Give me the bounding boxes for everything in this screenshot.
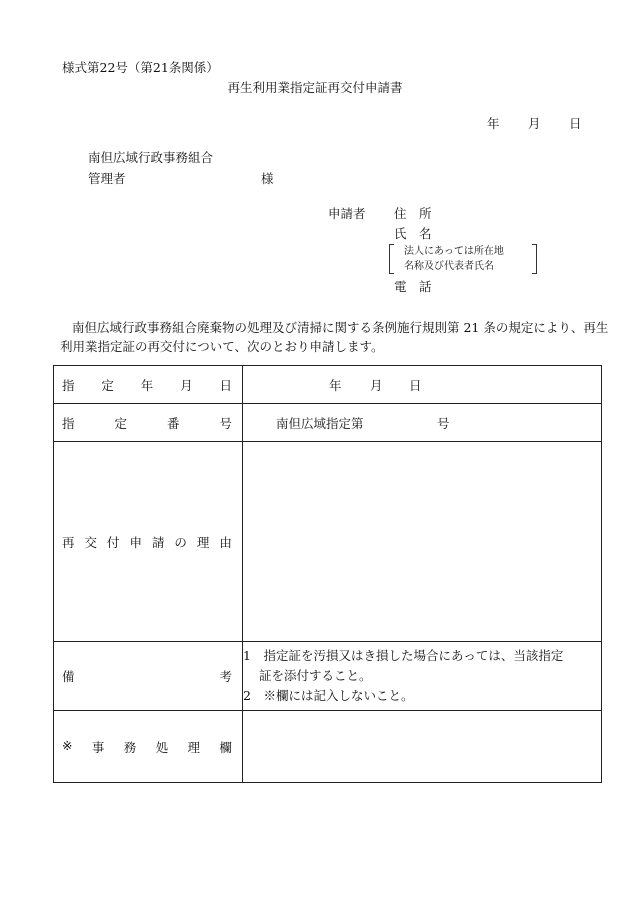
table-row-office-use bbox=[54, 711, 602, 783]
label-char: 請 bbox=[151, 534, 165, 550]
label-char: 定 bbox=[101, 377, 114, 393]
reissue-reason-label bbox=[54, 442, 243, 642]
label-char: 事 bbox=[91, 739, 105, 755]
date-month-label: 月 bbox=[528, 116, 541, 131]
document-title: 再生利用業指定証再交付申請書 bbox=[227, 80, 403, 95]
label-char: 番 bbox=[166, 415, 180, 431]
label-char: 考 bbox=[219, 669, 232, 684]
applicant-label: 申請者 bbox=[328, 206, 366, 221]
phone-label: 電 話 bbox=[394, 279, 432, 294]
table-row-remarks bbox=[54, 642, 602, 711]
designation-date-field[interactable] bbox=[243, 366, 602, 404]
address-label: 住 所 bbox=[394, 206, 432, 221]
remark-1-line-2: 証を添付すること。 bbox=[259, 668, 372, 683]
reissue-reason-field[interactable] bbox=[243, 442, 602, 642]
label-char: 処 bbox=[155, 739, 169, 755]
addressee-manager: 管理者 bbox=[88, 171, 126, 186]
designation-day-label: 日 bbox=[409, 377, 422, 393]
designation-year-label: 年 bbox=[329, 377, 342, 393]
addressee-honorific: 様 bbox=[261, 171, 274, 186]
date-day-label: 日 bbox=[569, 116, 582, 131]
label-char: 備 bbox=[62, 669, 75, 684]
application-statement: 南但広域行政事務組合廃棄物の処理及び清掃に関する条例施行規則第 21 条の規定により、再生利用業指定証の再交付について、次のとおり申請します。 bbox=[60, 320, 609, 354]
label-char: ※ bbox=[62, 737, 73, 753]
designation-number-field[interactable] bbox=[243, 404, 602, 442]
remark-2: 2 ※欄には記入しないこと。 bbox=[243, 688, 414, 703]
application-table bbox=[53, 365, 602, 783]
office-use-label bbox=[54, 711, 243, 783]
label-char: 務 bbox=[123, 739, 137, 755]
remarks-label bbox=[54, 642, 243, 711]
designation-number-label bbox=[54, 404, 243, 442]
date-year-label: 年 bbox=[487, 116, 500, 131]
corporate-note-bracket bbox=[389, 244, 537, 274]
table-row-designation-date bbox=[54, 366, 602, 404]
office-use-field bbox=[243, 711, 602, 783]
label-char: 定 bbox=[114, 415, 127, 431]
table-row-reissue-reason bbox=[54, 442, 602, 642]
label-char: 再 bbox=[62, 534, 75, 550]
label-char: 月 bbox=[180, 377, 193, 393]
label-char: 申 bbox=[129, 534, 142, 550]
remark-1-line-1: 1 指定証を汚損又はき損した場合にあっては、当該指定 bbox=[243, 648, 564, 663]
form-number: 様式第22号（第21条関係） bbox=[62, 60, 219, 75]
corporate-note-line-1: 法人にあっては所在地 bbox=[404, 246, 504, 257]
label-char: 由 bbox=[219, 534, 232, 550]
designation-number-prefix: 南但広域指定第 bbox=[276, 415, 364, 431]
label-char: 理 bbox=[187, 739, 201, 755]
name-label: 氏 名 bbox=[394, 226, 432, 241]
corporate-note-line-2: 名称及び代表者氏名 bbox=[404, 261, 494, 272]
label-char: 指 bbox=[62, 415, 75, 431]
remarks-content bbox=[243, 642, 602, 711]
table-row-designation-number bbox=[54, 404, 602, 442]
label-char: 理 bbox=[196, 534, 210, 550]
label-char: 交 bbox=[84, 534, 97, 550]
designation-date-label bbox=[54, 366, 243, 404]
addressee-organization: 南但広域行政事務組合 bbox=[88, 150, 214, 165]
label-char: の bbox=[174, 534, 187, 550]
label-char: 年 bbox=[140, 377, 154, 393]
label-char: 欄 bbox=[219, 739, 232, 755]
label-char: 号 bbox=[219, 415, 232, 431]
designation-month-label: 月 bbox=[370, 377, 383, 393]
designation-number-suffix: 号 bbox=[437, 415, 450, 431]
label-char: 指 bbox=[62, 377, 75, 393]
label-char: 付 bbox=[106, 534, 120, 550]
label-char: 日 bbox=[219, 377, 232, 393]
